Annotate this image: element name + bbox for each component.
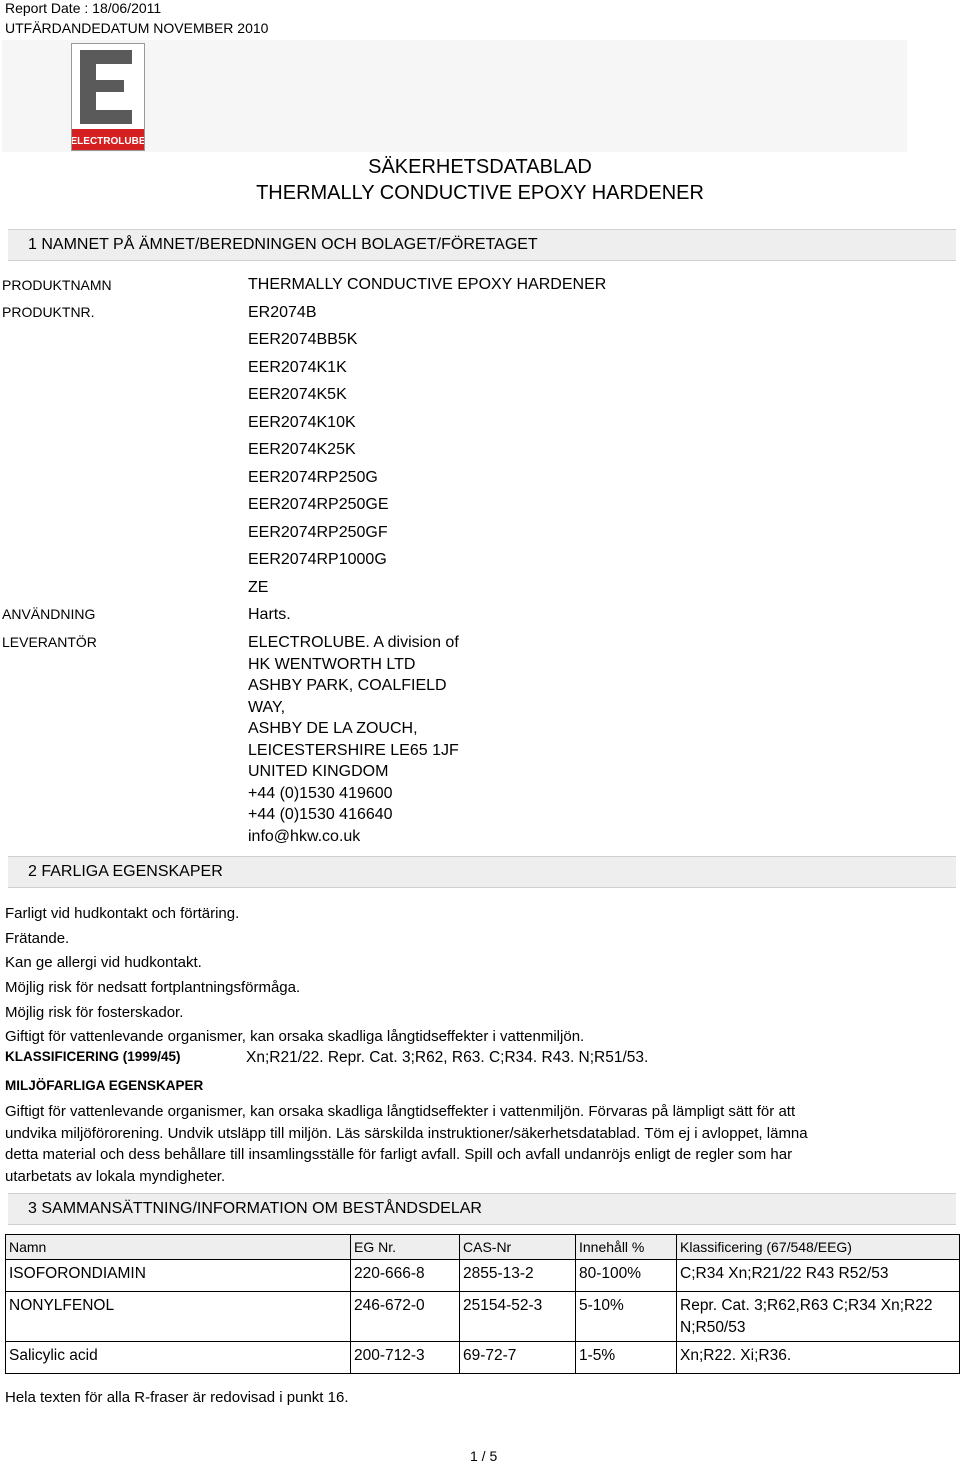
table-row: [6, 1342, 960, 1374]
supplier-email[interactable]: info@hkw.co.uk: [248, 828, 361, 845]
product-no-label: PRODUKTNR.: [2, 304, 95, 320]
table-row: [6, 1292, 960, 1342]
footnote: Hela texten för alla R-fraser är redovisad i punkt 16.: [5, 1389, 349, 1406]
issue-date: UTFÄRDANDEDATUM NOVEMBER 2010: [5, 20, 269, 36]
hazard-statement: Möjlig risk för nedsatt fortplantningsförmåga.: [5, 979, 301, 996]
section-3-heading: 3 SAMMANSÄTTNING/INFORMATION OM BESTÅNDSDELAR: [28, 1200, 482, 1217]
section-2-heading: 2 FARLIGA EGENSKAPER: [28, 863, 223, 880]
table-cell: Repr. Cat. 3;R62,R63 C;R34 Xn;R22 N;R50/53: [677, 1292, 960, 1342]
product-number: EER2074K25K: [248, 441, 356, 458]
product-name-label: PRODUKTNAMN: [2, 277, 112, 293]
table-cell: 5-10%: [576, 1292, 677, 1342]
column-header: Namn: [6, 1235, 351, 1260]
hazard-statement: Farligt vid hudkontakt och förtäring.: [5, 905, 240, 922]
use-value: Harts.: [248, 606, 291, 623]
env-text-line: Giftigt för vattenlevande organismer, kan orsaka skadliga långtidseffekter i vattenmiljön. Förvaras på lämpligt sätt för att: [5, 1103, 796, 1120]
hazard-statement: Frätande.: [5, 930, 70, 947]
product-number: EER2074BB5K: [248, 331, 358, 348]
hazard-statement: Kan ge allergi vid hudkontakt.: [5, 954, 202, 971]
env-text-line: detta material och dess behållare till insamlingsställe för farligt avfall. Spill och avfall undanröjs enligt de regler som har: [5, 1146, 793, 1163]
supplier-phone: +44 (0)1530 419600: [248, 785, 393, 802]
product-name-value: THERMALLY CONDUCTIVE EPOXY HARDENER: [248, 276, 607, 293]
table-cell: 80-100%: [576, 1260, 677, 1292]
table-header-row: [6, 1235, 960, 1260]
document-title: SÄKERHETSDATABLAD: [368, 156, 592, 178]
supplier-line: ELECTROLUBE. A division of: [248, 634, 459, 651]
product-number: EER2074RP1000G: [248, 551, 387, 568]
table-cell: ISOFORONDIAMIN: [6, 1260, 351, 1292]
section-3-header: [8, 1193, 956, 1225]
supplier-line: UNITED KINGDOM: [248, 763, 389, 780]
report-date: Report Date : 18/06/2011: [5, 0, 162, 16]
supplier-line: ASHBY DE LA ZOUCH,: [248, 720, 418, 737]
section-1-heading: 1 NAMNET PÅ ÄMNET/BEREDNINGEN OCH BOLAGET/FÖRETAGET: [28, 236, 538, 253]
product-number: EER2074K1K: [248, 359, 347, 376]
classification-value: Xn;R21/22. Repr. Cat. 3;R62, R63. C;R34. R43. N;R51/53.: [246, 1049, 649, 1066]
table-cell: 200-712-3: [351, 1342, 460, 1374]
supplier-label: LEVERANTÖR: [2, 634, 97, 650]
hazard-statement: Giftigt för vattenlevande organismer, kan orsaka skadliga långtidseffekter i vattenmiljön.: [5, 1028, 585, 1045]
env-label: MILJÖFARLIGA EGENSKAPER: [5, 1078, 204, 1093]
supplier-line: ASHBY PARK, COALFIELD: [248, 677, 447, 694]
hazard-statement: Möjlig risk för fosterskador.: [5, 1004, 184, 1021]
product-title: THERMALLY CONDUCTIVE EPOXY HARDENER: [256, 182, 704, 204]
supplier-line: WAY,: [248, 699, 286, 716]
column-header: EG Nr.: [351, 1235, 460, 1260]
column-header: Innehåll %: [576, 1235, 677, 1260]
use-label: ANVÄNDNING: [2, 606, 96, 622]
table-cell: 1-5%: [576, 1342, 677, 1374]
table-cell: 69-72-7: [460, 1342, 576, 1374]
product-number: EER2074RP250G: [248, 469, 378, 486]
composition-table: [5, 1234, 960, 1374]
logo-text: ELECTROLUBE: [72, 136, 144, 147]
electrolube-e-icon: [72, 44, 144, 150]
section-2-header: [8, 856, 956, 888]
table-cell: Salicylic acid: [6, 1342, 351, 1374]
env-text-line: utarbetats av lokala myndigheter.: [5, 1168, 226, 1185]
table-cell: 2855-13-2: [460, 1260, 576, 1292]
classification-label: KLASSIFICERING (1999/45): [5, 1049, 181, 1064]
env-text-line: undvika miljöförorening. Undvik utsläpp till miljön. Läs särskilda instruktioner/säkerhetsdatablad. Töm ej i avloppet, lämna: [5, 1125, 808, 1142]
supplier-fax: +44 (0)1530 416640: [248, 806, 393, 823]
table-cell: Xn;R22. Xi;R36.: [677, 1342, 960, 1374]
product-number: EER2074K10K: [248, 414, 356, 431]
column-header: Klassificering (67/548/EEG): [677, 1235, 960, 1260]
product-number: ER2074B: [248, 304, 317, 321]
product-number: ZE: [248, 579, 269, 596]
product-number: EER2074K5K: [248, 386, 347, 403]
table-cell: C;R34 Xn;R21/22 R43 R52/53: [677, 1260, 960, 1292]
table-cell: 220-666-8: [351, 1260, 460, 1292]
table-cell: NONYLFENOL: [6, 1292, 351, 1342]
section-1-header: [8, 229, 956, 261]
product-number: EER2074RP250GF: [248, 524, 388, 541]
supplier-line: LEICESTERSHIRE LE65 1JF: [248, 742, 459, 759]
page-number: 1 / 5: [470, 1448, 498, 1464]
product-number: EER2074RP250GE: [248, 496, 389, 513]
column-header: CAS-Nr: [460, 1235, 576, 1260]
table-row: [6, 1260, 960, 1292]
supplier-line: HK WENTWORTH LTD: [248, 656, 416, 673]
table-cell: 246-672-0: [351, 1292, 460, 1342]
electrolube-logo: [71, 43, 145, 151]
table-cell: 25154-52-3: [460, 1292, 576, 1342]
